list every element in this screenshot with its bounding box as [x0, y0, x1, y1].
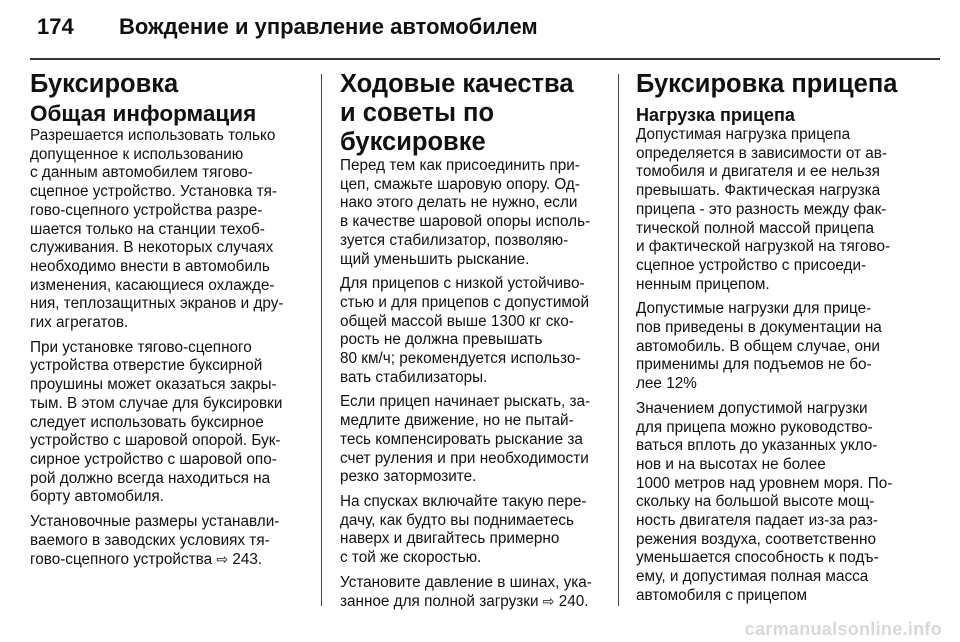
header-rule — [30, 58, 940, 60]
section-title-trailer-towing: Буксировка прицепа — [636, 70, 898, 98]
section-title-driving-tips: Ходовые качества и советы по буксировке — [340, 70, 574, 156]
paragraph: На спусках включайте такую пере- дачу, как будто вы поднимаетесь наверх и двигайтесь примерно с той же скоростью. — [340, 492, 587, 567]
subsection-title-trailer-load: Нагрузка прицепа — [636, 105, 795, 125]
paragraph-with-reference — [340, 574, 604, 612]
paragraph: Если прицеп начинает рыскать, за- медлите движение, но не пытай- тесь компенсировать рыскание за счет руления и при необходимости резко затормозите. — [340, 393, 591, 486]
watermark: carmanualsonline.info — [744, 619, 942, 639]
paragraph: Перед тем как присоединить при- цеп, смажьте шаровую опору. Од- нако этого делать не нужно, если в качестве шаровой опоры исполь- зуется стабилизатор, позволяю- щий уменьшить рыскание. — [340, 157, 591, 268]
subsection-title-general-info: Общая информация — [30, 101, 257, 126]
section-title-towing: Буксировка — [30, 70, 179, 98]
column-divider-2 — [618, 74, 619, 606]
paragraph: Разрешается использовать только допущенное к использованию с данным автомобилем тягово- сцепное устройство. Установка тя- гово-сцепного устройства разре- шается только на станции техоб- служивания. В некоторых случаях необходимо внести в автомобиль изменения, касающиеся охлажде- ния, теплозащитных экранов и дру- гих агрегатов. — [30, 127, 284, 332]
paragraph: Значением допустимой нагрузки для прицепа можно руководство- ваться вплоть до указанных укло- нов и на высотах не более 1000 метров над уровнем моря. По- скольку на большой высоте мощ- ность двигателя падает из-за раз- режения воздуха, соответственно уменьшается способность к подъ- ему, и допустимая полная масса автомобиля с прицепом — [636, 399, 893, 604]
paragraph: Допустимые нагрузки для прице- пов приведены в документации на автомобиль. В общем случае, они применимы для подъемов не бо- лее 12% — [636, 300, 882, 393]
paragraph: При установке тягово-сцепного устройства отверстие буксирной проушины может оказаться закры- тым. В этом случае для буксировки следует использовать буксирное устройство с шаровой опорой. Бук- сирное устройство с шаровой опо- рой должно всегда находиться на борту автомобиля. — [30, 338, 283, 506]
page-ref-arrow-icon: ⇨ — [216, 551, 229, 568]
column-middle — [340, 70, 604, 612]
paragraph: Допустимая нагрузка прицепа определяется в зависимости от ав- томобиля и двигателя и ее нельзя превышать. Фактическая нагрузка прицепа - это разность между фак- тической полной массой прицепа и фактической нагрузкой на тягово- сцепное устройство с присоеди- ненным прицепом. — [636, 126, 891, 293]
paragraph-text: Установочные размеры устанавли- ваемого в заводских условиях тя- гово-сцепного устройства — [30, 513, 280, 569]
page-ref-arrow-icon: ⇨ — [542, 593, 555, 610]
page-reference-link[interactable]: 243. — [232, 551, 263, 569]
page-reference-link[interactable]: 240. — [558, 593, 589, 611]
page-number: 174 — [37, 14, 74, 39]
paragraph-text: Установите давление в шинах, ука- занное для полной загрузки — [340, 573, 592, 611]
column-left — [30, 70, 308, 612]
paragraph-with-reference — [30, 513, 308, 570]
chapter-title: Вождение и управление автомобилем — [119, 14, 538, 39]
column-divider-1 — [321, 74, 322, 606]
page-header — [37, 14, 937, 40]
paragraph: Для прицепов с низкой устойчиво- стью и для прицепов с допустимой общей массой выше 1300 кг ско- рость не должна превышать 80 км/ч; рекомендуется использо- вать стабилизаторы. — [340, 275, 589, 386]
column-right — [636, 70, 910, 612]
